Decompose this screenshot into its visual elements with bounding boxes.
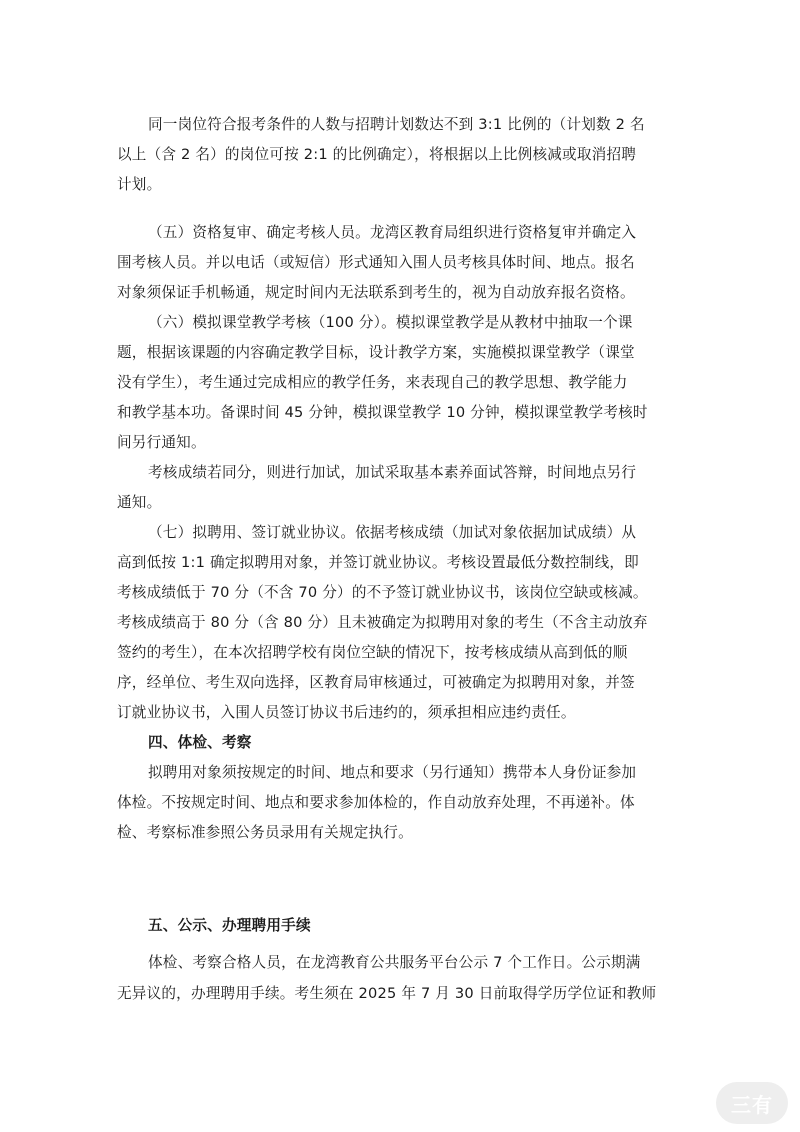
paragraph-line: 和教学基本功。备课时间 45 分钟，模拟课堂教学 10 分钟，模拟课堂教学考核时 xyxy=(117,404,648,421)
paragraph-line: 序，经单位、考生双向选择，区教育局审核通过，可被确定为拟聘用对象，并签 xyxy=(117,674,635,691)
paragraph-line: 考核成绩若同分，则进行加试，加试采取基本素养面试答辩，时间地点另行 xyxy=(148,464,637,481)
paragraph-line: 考核成绩高于 80 分（含 80 分）且未被确定为拟聘用对象的考生（不含主动放弃 xyxy=(117,614,648,631)
section-heading: 四、体检、考察 xyxy=(148,734,252,751)
paragraph-line: 同一岗位符合报考条件的人数与招聘计划数达不到 3:1 比例的（计划数 2 名 xyxy=(148,116,645,133)
paragraph-line: 无异议的，办理聘用手续。考生须在 2025 年 7 月 30 日前取得学历学位证和教师 xyxy=(117,985,657,1002)
paragraph-line: 计划。 xyxy=(117,176,162,193)
section-heading: 五、公示、办理聘用手续 xyxy=(148,917,311,934)
paragraph-line: 高到低按 1:1 确定拟聘用对象，并签订就业协议。考核设置最低分数控制线，即 xyxy=(117,554,639,571)
paragraph-line: 没有学生），考生通过完成相应的教学任务，来表现自己的教学思想、教学能力 xyxy=(117,374,628,391)
paragraph-line: （五）资格复审、确定考核人员。龙湾区教育局组织进行资格复审并确定入 xyxy=(148,224,637,241)
paragraph-line: 间另行通知。 xyxy=(117,434,206,451)
paragraph-line: 体检。不按规定时间、地点和要求参加体检的，作自动放弃处理，不再递补。体 xyxy=(117,794,635,811)
paragraph-line: 围考核人员。并以电话（或短信）形式通知入围人员考核具体时间、地点。报名 xyxy=(117,254,635,271)
paragraph-line: 以上（含 2 名）的岗位可按 2:1 的比例确定），将根据以上比例核减或取消招聘 xyxy=(117,146,637,163)
paragraph-line: 题，根据该课题的内容确定教学目标，设计教学方案，实施模拟课堂教学（课堂 xyxy=(117,344,635,361)
watermark-logo xyxy=(716,1082,788,1124)
paragraph-line: 订就业协议书，入围人员签订协议书后违约的，须承担相应违约责任。 xyxy=(117,704,576,721)
paragraph-line: 体检、考察合格人员，在龙湾教育公共服务平台公示 7 个工作日。公示期满 xyxy=(148,954,641,971)
paragraph-line: 考核成绩低于 70 分（不含 70 分）的不予签订就业协议书，该岗位空缺或核减。 xyxy=(117,584,648,601)
watermark-text: 三有 xyxy=(731,1092,773,1117)
paragraph-line: 通知。 xyxy=(117,494,162,511)
paragraph-line: （六）模拟课堂教学考核（100 分）。模拟课堂教学是从教材中抽取一个课 xyxy=(148,314,633,331)
paragraph-line: 检、考察标准参照公务员录用有关规定执行。 xyxy=(117,824,413,841)
paragraph-line: 拟聘用对象须按规定的时间、地点和要求（另行通知）携带本人身份证参加 xyxy=(148,764,637,781)
paragraph-line: 签约的考生），在本次招聘学校有岗位空缺的情况下，按考核成绩从高到低的顺 xyxy=(117,644,628,661)
paragraph-line: 对象须保证手机畅通，规定时间内无法联系到考生的，视为自动放弃报名资格。 xyxy=(117,284,635,301)
paragraph-line: （七）拟聘用、签订就业协议。依据考核成绩（加试对象依据加试成绩）从 xyxy=(148,524,637,541)
